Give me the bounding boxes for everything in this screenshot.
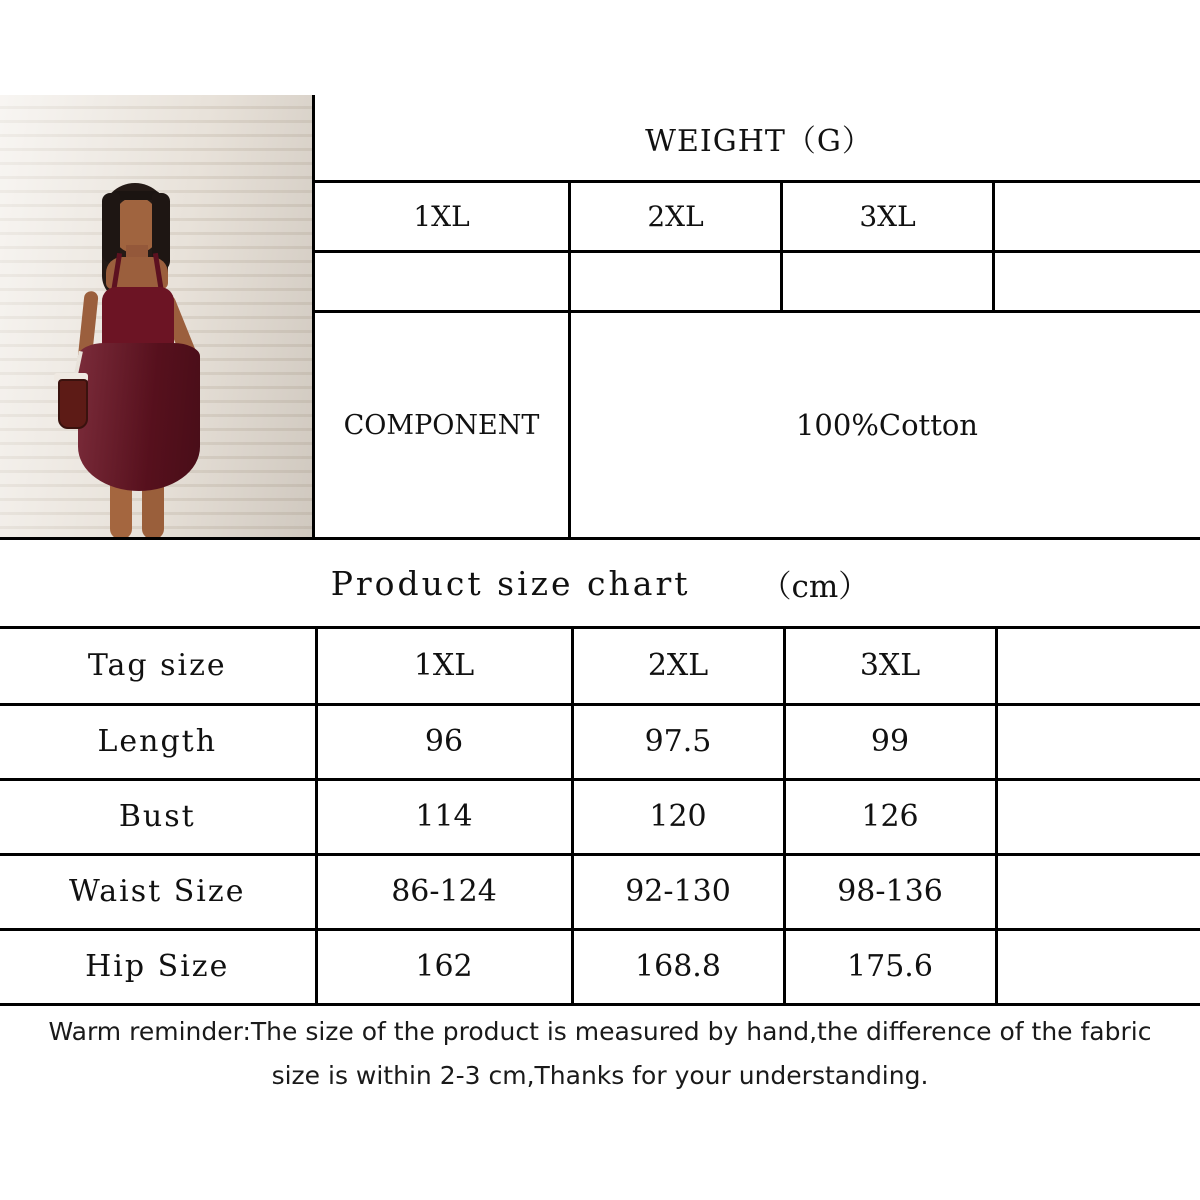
top-section — [0, 95, 1200, 537]
header-1xl: 1XL — [316, 629, 572, 704]
waist-1xl: 86-124 — [316, 854, 572, 929]
size-chart-title: Product size chart — [330, 563, 691, 603]
length-2xl: 97.5 — [572, 704, 784, 779]
length-3xl: 99 — [784, 704, 996, 779]
hip-empty — [996, 929, 1200, 1004]
weight-size-empty — [995, 183, 1200, 253]
row-label-bust: Bust — [0, 779, 316, 854]
component-label: COMPONENT — [315, 313, 571, 537]
component-value: 100%Cotton — [795, 408, 978, 442]
row-label-length: Length — [0, 704, 316, 779]
bust-3xl: 126 — [784, 779, 996, 854]
weight-value-2xl — [571, 253, 783, 313]
note-line-2: size is within 2-3 cm,Thanks for your understanding. — [271, 1061, 929, 1090]
weight-value-3xl — [783, 253, 995, 313]
weight-size-3xl: 3XL — [783, 183, 995, 253]
row-label-hip-size: Hip Size — [0, 929, 316, 1004]
size-chart-table — [0, 629, 1200, 1006]
bust-1xl: 114 — [316, 779, 572, 854]
weight-header-cell: WEIGHT（G） — [315, 95, 1200, 183]
length-1xl: 96 — [316, 704, 572, 779]
table-row — [0, 704, 1200, 779]
size-chart-unit: （cm） — [760, 568, 870, 605]
drink-cup — [58, 379, 88, 429]
size-chart-section — [0, 537, 1200, 1006]
hip-2xl: 168.8 — [572, 929, 784, 1004]
table-row-header — [0, 629, 1200, 704]
component-row — [315, 313, 1200, 537]
model-figure — [52, 183, 227, 537]
note-line-1: Warm reminder:The size of the product is measured by hand,the difference of the fabric — [48, 1017, 1152, 1046]
table-row — [0, 854, 1200, 929]
table-row — [0, 779, 1200, 854]
product-photo — [0, 95, 312, 537]
weight-value-empty — [995, 253, 1200, 313]
warm-reminder-note — [0, 1010, 1200, 1098]
weight-size-2xl: 2XL — [571, 183, 783, 253]
length-empty — [996, 704, 1200, 779]
header-empty — [996, 629, 1200, 704]
hip-3xl: 175.6 — [784, 929, 996, 1004]
bust-empty — [996, 779, 1200, 854]
weight-table — [312, 95, 1200, 537]
hip-1xl: 162 — [316, 929, 572, 1004]
weight-size-1xl: 1XL — [315, 183, 571, 253]
weight-value-row — [315, 253, 1200, 313]
weight-header-row — [315, 95, 1200, 183]
bust-2xl: 120 — [572, 779, 784, 854]
dress-shading — [78, 343, 200, 491]
weight-value-1xl — [315, 253, 571, 313]
header-3xl: 3XL — [784, 629, 996, 704]
header-2xl: 2XL — [572, 629, 784, 704]
waist-2xl: 92-130 — [572, 854, 784, 929]
waist-3xl: 98-136 — [784, 854, 996, 929]
size-chart-title-row — [0, 537, 1200, 629]
table-row — [0, 929, 1200, 1004]
weight-size-row — [315, 183, 1200, 253]
row-label-waist-size: Waist Size — [0, 854, 316, 929]
header-tag-size: Tag size — [0, 629, 316, 704]
waist-empty — [996, 854, 1200, 929]
